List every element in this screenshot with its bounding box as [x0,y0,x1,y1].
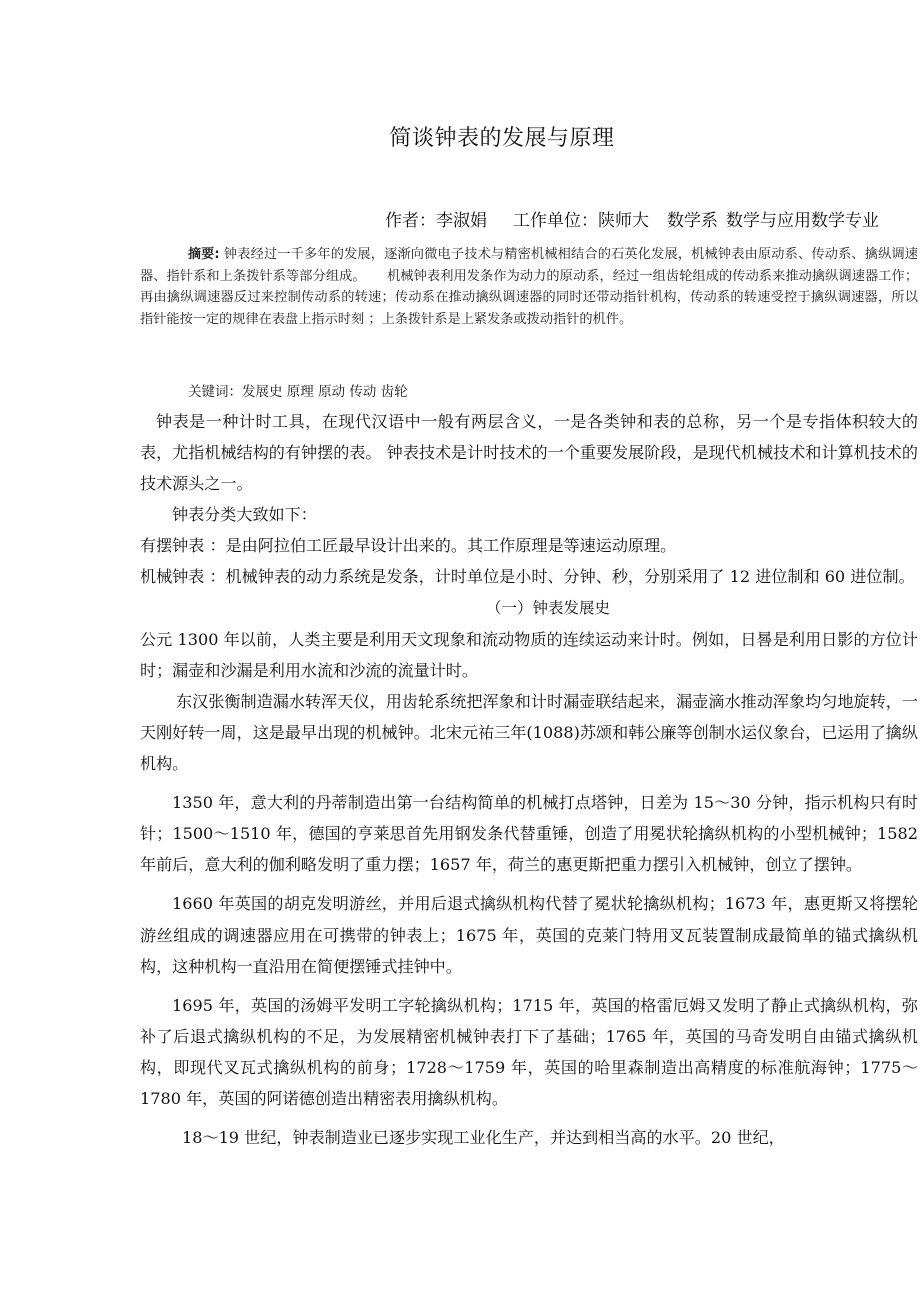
work-unit: 工作单位：陕师大 [513,211,649,231]
author-name: 作者：李淑娟 [385,211,487,231]
abstract [140,244,918,330]
abstract-text-2: 机械钟表利用发条作为动力的原动系，经过一组齿轮组成的传动系来推动擒纵调速器工作；再由擒纵调速器反过来控制传动系的转速；传动系在推动擒纵调速器的同时还带动指针机构，传动系的转速受控于擒纵调速器，所以指针能按一定的规律在表盘上指示时刻 ；上条拨针系是上紧发条或拨动指针的机件。 [140,268,919,327]
paragraph: 18～19 世纪，钟表制造业已逐步实现工业化生产，并达到相当高的水平。20 世纪， [182,1128,785,1148]
author-line [385,206,879,231]
paragraph: 钟表分类大致如下： [172,505,317,525]
abstract-label: 摘要: [188,247,220,262]
paragraph: 机械钟表 ：机械钟表的动力系统是发条，计时单位是小时、分钟、秒，分别采用了 12 进位制和 60 进位制。 [140,567,915,587]
major: 数学与应用数学专业 [726,211,879,231]
abstract-text-1: 钟表经过一千多年的发展，逐渐向微电子技术与精密机械相结合的石英化发展，机械钟表由原动系、传动系、擒纵调速器、指针系和上条拨针系等部分组成。 [140,247,918,284]
paragraph: 1660 年英国的胡克发明游丝，并用后退式擒纵机构代替了冕状轮擒纵机构；1673 年，惠更斯又将摆轮游丝组成的调速器应用在可携带的钟表上；1675 年，英国的克莱门特用叉瓦装置制成最简单的锚式擒纵机构，这种机构一直沿用在简便摆锤式挂钟中。 [140,894,918,976]
paragraph: 东汉张衡制造漏水转浑天仪，用齿轮系统把浑象和计时漏壶联结起来，漏壶滴水推动浑象均匀地旋转，一天刚好转一周，这是最早出现的机械钟。北宋元祐三年(1088)苏颂和韩公廉等创制水运仪象台，已运用了擒纵机构。 [140,691,918,774]
paragraph: 1695 年，英国的汤姆平发明工字轮擒纵机构；1715 年，英国的格雷厄姆又发明了静止式擒纵机构，弥补了后退式擒纵机构的不足，为发展精密机械钟表打下了基础；1765 年，英国的马奇发明自由锚式擒纵机构，即现代叉瓦式擒纵机构的前身；1728～1759 年，英国的哈里森制造出高精度的标准航海钟；1775～1780 年，英国的阿诺德创造出精密表用擒纵机构。 [140,995,918,1108]
paragraph: 1350 年，意大利的丹蒂制造出第一台结构简单的机械打点塔钟，日差为 15～30 分钟，指示机构只有时针；1500～1510 年，德国的亨莱思首先用钢发条代替重锤，创造了用冕状轮擒纵机构的小型机械钟；1582 年前后，意大利的伽利略发明了重力摆；1657 年，荷兰的惠更斯把重力摆引入机械钟，创立了摆钟。 [140,793,918,875]
document-title: 简谈钟表的发展与原理 [389,126,615,151]
section-heading: （一）钟表发展史 [485,598,610,617]
paragraph: 公元 1300 年以前，人类主要是利用天文现象和流动物质的连续运动来计时。例如，日晷是利用日影的方位计时；漏壶和沙漏是利用水流和沙流的流量计时。 [140,629,918,680]
paragraph: 有摆钟表 ：是由阿拉伯工匠最早设计出来的。其工作原理是等速运动原理。 [140,536,677,556]
department: 数学系 [667,211,718,231]
paragraph: 钟表是一种计时工具，在现代汉语中一般有两层含义，一是各类钟和表的总称，另一个是专指体积较大的表，尤指机械结构的有钟摆的表。 钟表技术是计时技术的一个重要发展阶段，是现代机械技术和计算机技术的技术源头之一。 [140,412,918,494]
body-text [140,406,918,1153]
keywords: 关键词：发展史 原理 原动 传动 齿轮 [188,384,408,400]
